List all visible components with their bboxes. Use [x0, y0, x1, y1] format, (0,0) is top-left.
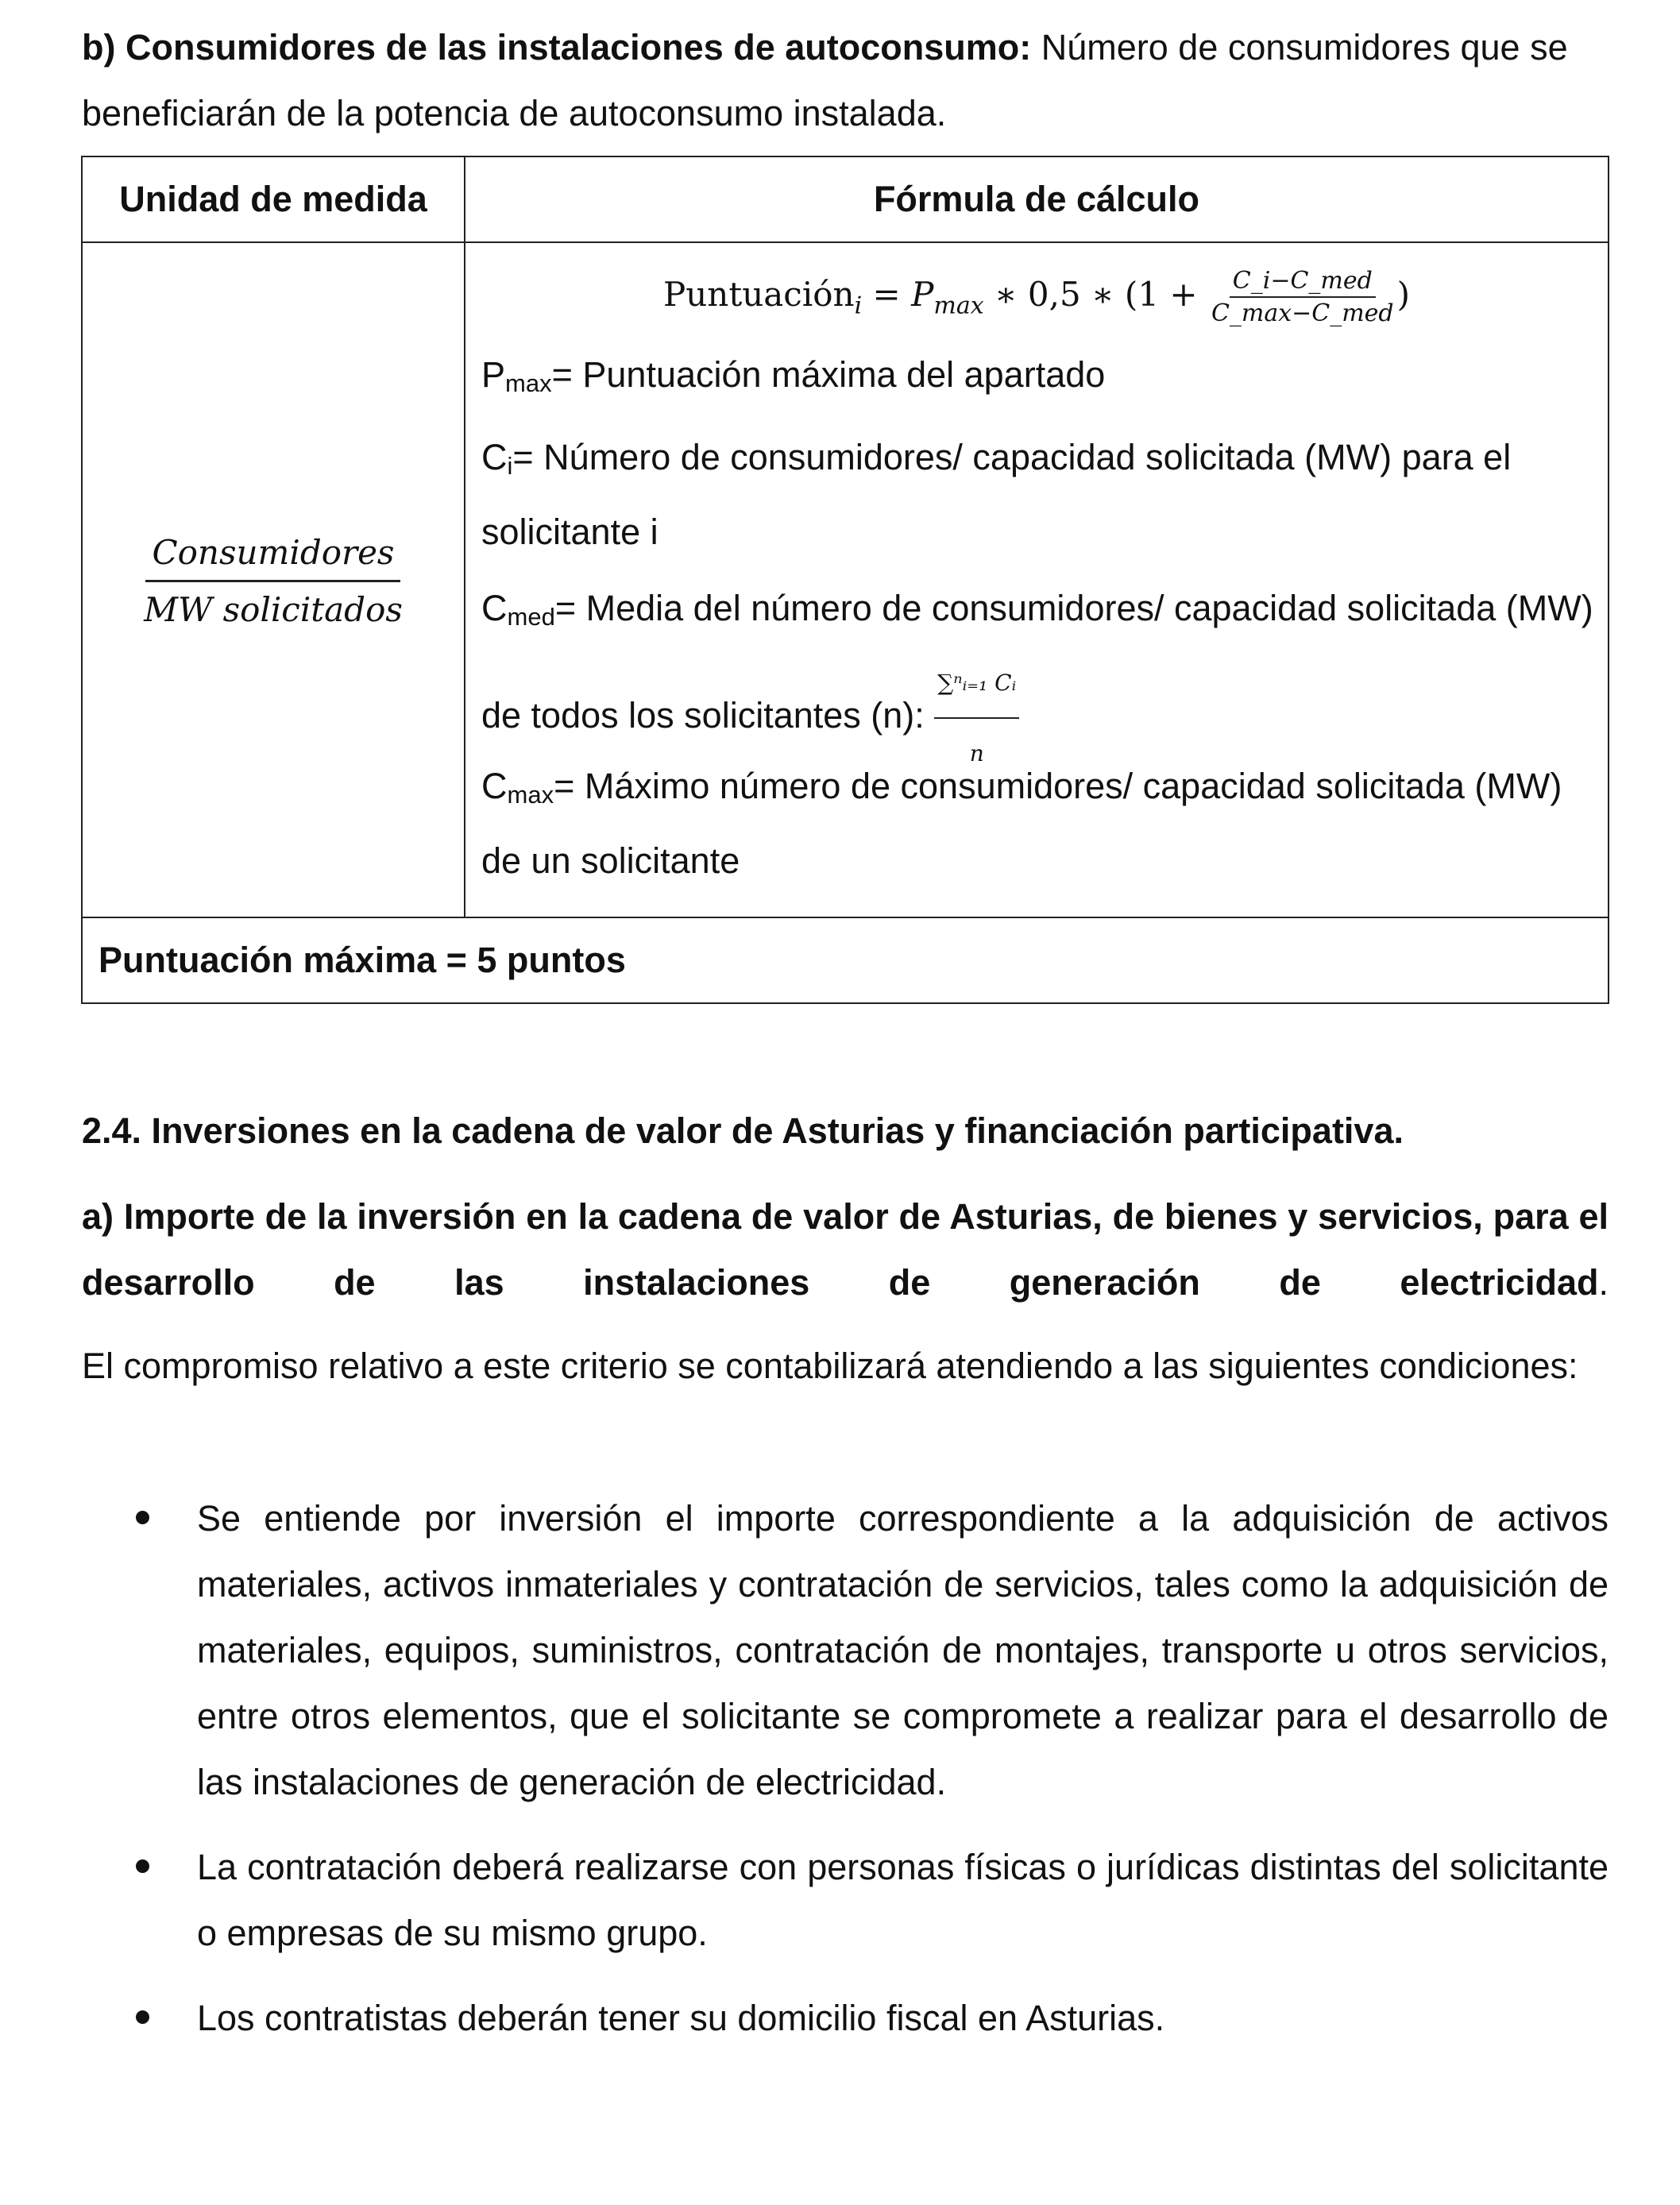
- def-pmax-sub: max: [505, 369, 552, 397]
- def-ci-sub: i: [507, 452, 513, 480]
- sub-a-text: a) Importe de la inversión en la cadena de valor de Asturias, de bienes y servicios, para el desarrollo de las instalaciones de generación de electricidad: [82, 1196, 1609, 1303]
- bullet-text: Se entiende por inversión el importe correspondiente a la adquisición de activos materiales, activos inmateriales y contratación de servicios, tales como la adquisición de materiales, equipos, suministros, contratación de montajes, transporte u otros servicios, entre otros elementos, que el solicitante se compromete a realizar para el desarrollo de las instalaciones de generación de electricidad.: [197, 1498, 1609, 1802]
- section-24-heading: 2.4. Inversiones en la cadena de valor de Asturias y financiación participativa.: [82, 1110, 1404, 1151]
- def-ci: [481, 424, 1601, 565]
- bullet-text: La contratación deberá realizarse con personas físicas o jurídicas distintas del solicitante o empresas de su mismo grupo.: [197, 1847, 1609, 1953]
- bullet-text: Los contratistas deberán tener su domicilio fiscal en Asturias.: [197, 1998, 1165, 2038]
- def-cmax-text: = Máximo número de consumidores/ capacidad solicitada (MW) de un solicitante: [481, 766, 1562, 881]
- unit-fraction: [137, 533, 409, 629]
- unit-denominator: MW solicitados: [144, 589, 403, 629]
- unit-cell: [82, 242, 465, 917]
- max-score-footer: Puntuación máxima = 5 puntos: [82, 917, 1609, 1003]
- formula-frac-den: C_max−C_med: [1211, 299, 1394, 327]
- sub-a-end: .: [1598, 1262, 1609, 1303]
- conditions-list: [82, 1485, 1609, 2051]
- formula-lhs-sub: i: [854, 292, 863, 320]
- header-unit: Unidad de medida: [82, 156, 465, 242]
- cmed-frac-den: n: [969, 740, 984, 767]
- score-formula: [465, 267, 1608, 327]
- section-b-title: b) Consumidores de las instalaciones de autoconsumo:: [82, 27, 1032, 68]
- unit-numerator: Consumidores: [145, 533, 400, 582]
- formula-frac-num: C_i−C_med: [1230, 267, 1376, 298]
- formula-close: ): [1396, 275, 1411, 314]
- bullet-icon: [136, 2010, 149, 2024]
- formula-lhs: Puntuación: [662, 275, 855, 314]
- def-cmax-sub: max: [507, 781, 554, 809]
- conditions-intro: El compromiso relativo a este criterio se contabilizará atendiendo a las siguientes condiciones:: [82, 1346, 1578, 1386]
- def-pmax-text: = Puntuación máxima del apartado: [551, 354, 1106, 395]
- list-item: [82, 1834, 1609, 1966]
- def-cmed-text: = Media del número de consumidores/ capacidad solicitada (MW) de todos los solicitantes (n):: [481, 588, 1593, 736]
- def-cmax: [481, 753, 1601, 894]
- def-ci-text: = Número de consumidores/ capacidad solicitada (MW) para el solicitante i: [481, 437, 1512, 552]
- criteria-table: [81, 156, 1609, 1004]
- def-cmed-symbol: C: [481, 588, 508, 628]
- formula-cell: [465, 242, 1609, 917]
- list-item: [82, 1985, 1609, 2051]
- formula-pmax-sub: max: [933, 292, 984, 320]
- section-b-intro: Número de consumidores que se beneficiarán de la potencia de autoconsumo instalada.: [82, 27, 1568, 133]
- bullet-icon: [136, 1511, 149, 1524]
- def-cmed-sub: med: [507, 603, 555, 631]
- formula-pmax: P: [911, 275, 934, 314]
- section-b-paragraph: [82, 14, 1609, 146]
- section-24-subheading: [82, 1184, 1609, 1315]
- header-formula: Fórmula de cálculo: [465, 156, 1609, 242]
- def-pmax-symbol: P: [481, 354, 506, 395]
- def-cmax-symbol: C: [481, 766, 508, 806]
- bullet-icon: [136, 1859, 149, 1873]
- def-pmax: [481, 342, 1601, 416]
- formula-mid: ∗ 0,5 ∗ (1 +: [983, 275, 1208, 314]
- list-item: [82, 1485, 1609, 1815]
- def-ci-symbol: C: [481, 437, 508, 477]
- formula-eq: =: [862, 275, 912, 314]
- cmed-frac-num: ∑ⁿᵢ₌₁ Cᵢ: [934, 650, 1019, 719]
- formula-fraction: [1208, 267, 1397, 327]
